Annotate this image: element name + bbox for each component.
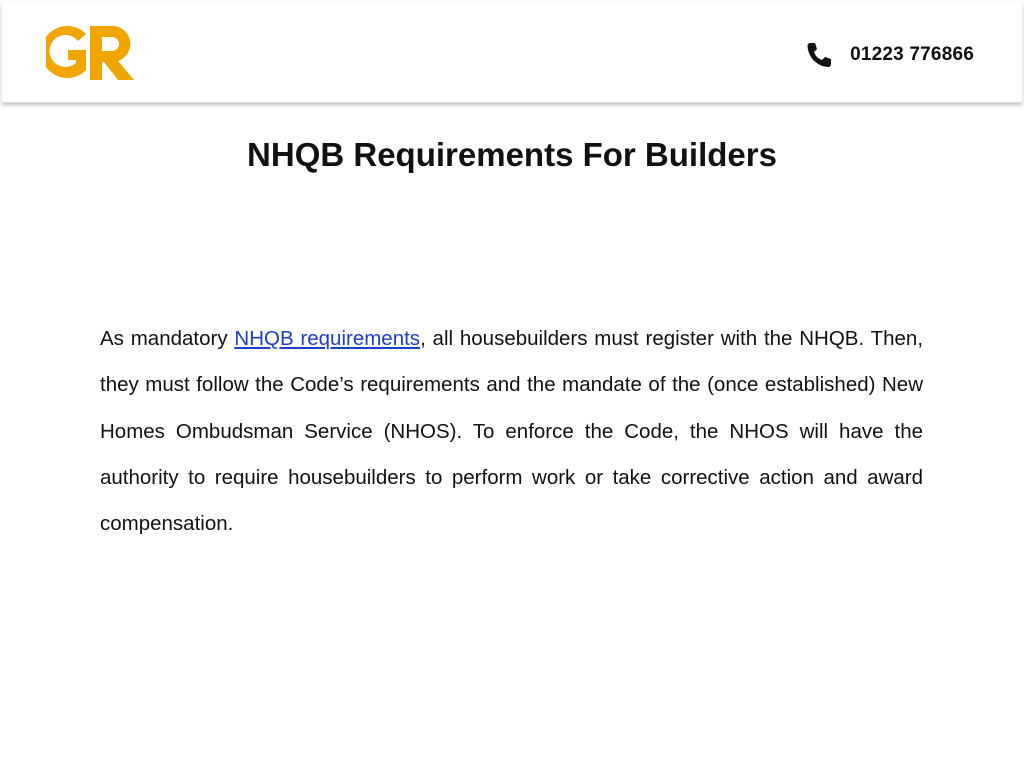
phone-icon [804, 40, 834, 70]
paragraph-text-rest: , all housebuilders must register with the NHQB. Then, they must follow the Code’s requirements and the mandate of the (once established) New Homes Ombudsman Service (NHOS). To enforce the Code, the NHOS will have the authority to require housebuilders to perform work or take corrective action and award compensation. [100, 327, 924, 536]
header [2, 2, 1022, 103]
nhqb-requirements-link[interactable]: NHQB requirements [234, 327, 421, 350]
phone-contact[interactable] [804, 39, 974, 71]
paragraph-text-start: As mandatory [100, 327, 235, 350]
phone-number[interactable]: 01223 776866 [850, 44, 974, 65]
body-paragraph [100, 316, 923, 547]
gr-logo[interactable] [46, 20, 136, 84]
page-title: NHQB Requirements For Builders [247, 136, 777, 173]
